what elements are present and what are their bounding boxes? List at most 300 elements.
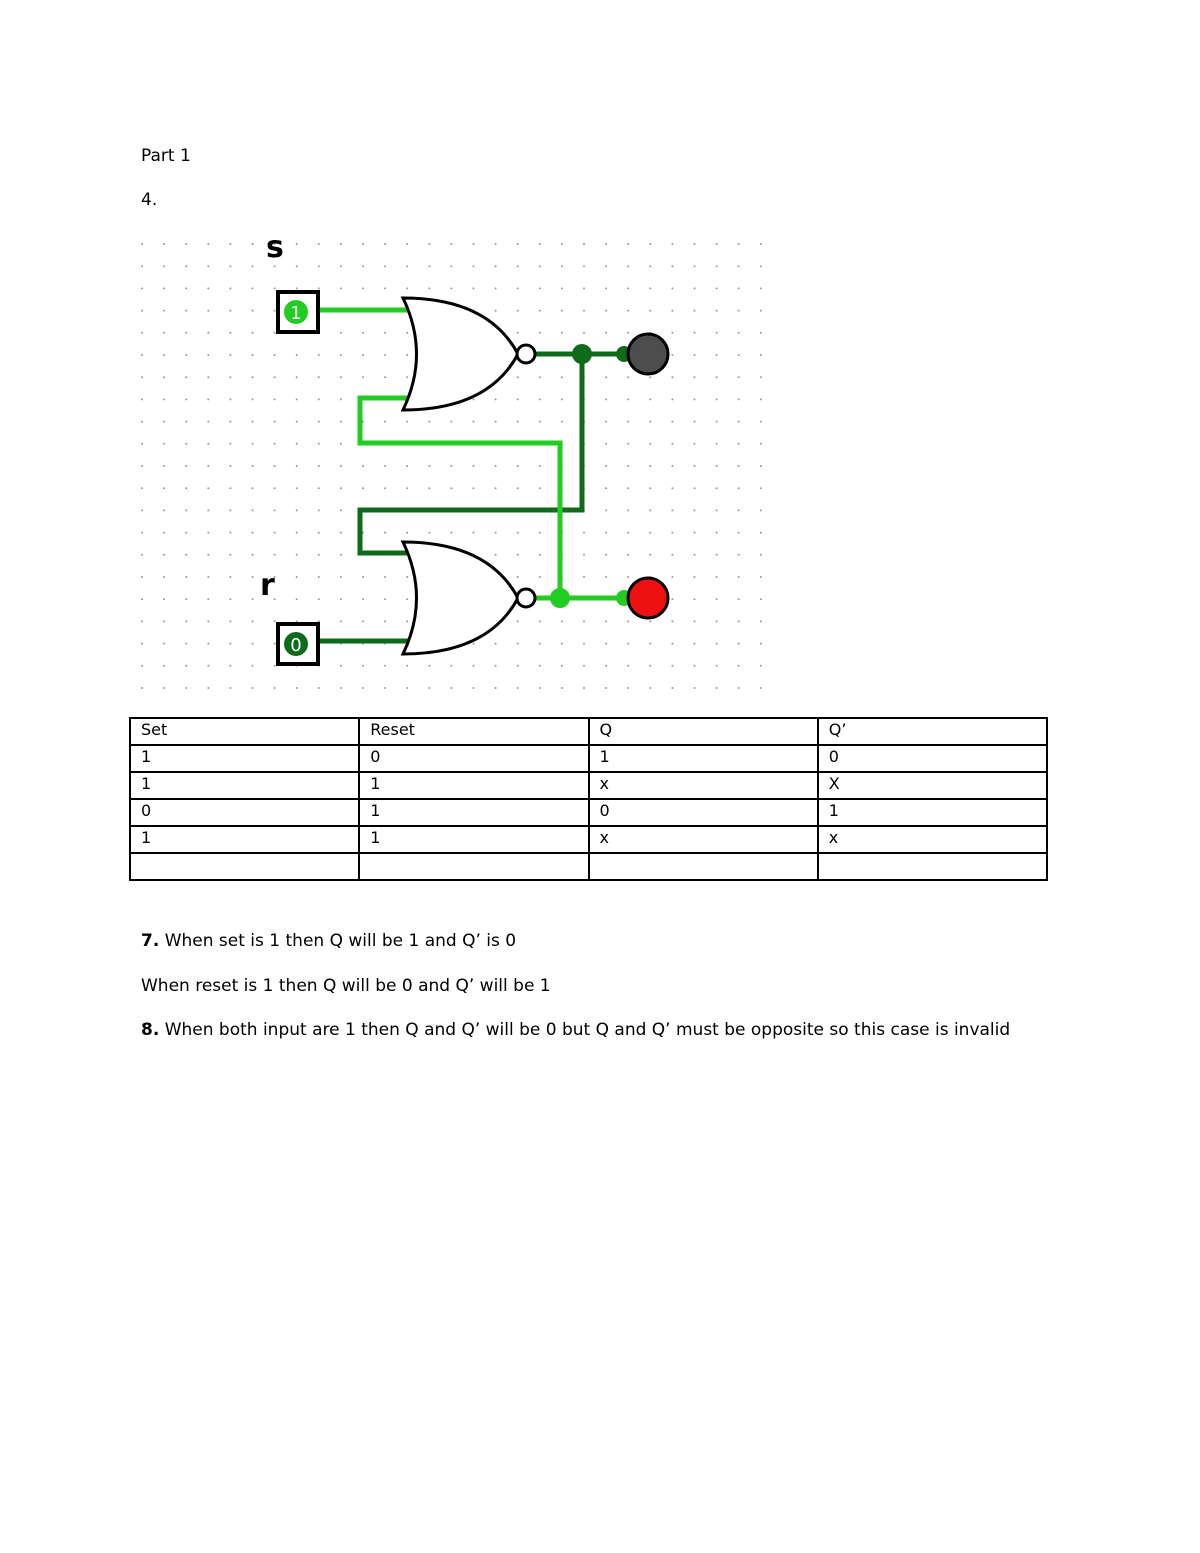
grid-dot [738, 554, 740, 556]
grid-dot [561, 376, 563, 378]
grid-dot [384, 487, 386, 489]
grid-dot [738, 465, 740, 467]
grid-dot [274, 687, 276, 689]
grid-dot [229, 287, 231, 289]
grid-dot [340, 532, 342, 534]
grid-dot [716, 421, 718, 423]
grid-dot [318, 598, 320, 600]
grid-dot [760, 598, 762, 600]
grid-dot [716, 310, 718, 312]
grid-dot [318, 487, 320, 489]
grid-dot [517, 487, 519, 489]
grid-dot [163, 687, 165, 689]
grid-dot [539, 376, 541, 378]
grid-dot [605, 643, 607, 645]
grid-dot [605, 398, 607, 400]
grid-dot [384, 620, 386, 622]
grid-dot [716, 243, 718, 245]
grid-dot [539, 532, 541, 534]
grid-dot [252, 465, 254, 467]
grid-dot [296, 398, 298, 400]
grid-dot [163, 487, 165, 489]
grid-dot [627, 576, 629, 578]
grid-dot [406, 576, 408, 578]
grid-dot [649, 443, 651, 445]
grid-dot [406, 532, 408, 534]
grid-dot [760, 310, 762, 312]
grid-dot [605, 576, 607, 578]
grid-dot [318, 421, 320, 423]
grid-dot [583, 643, 585, 645]
grid-dot [296, 465, 298, 467]
grid-dot [185, 354, 187, 356]
grid-dot [340, 287, 342, 289]
grid-dot [252, 620, 254, 622]
grid-dot [539, 620, 541, 622]
junction-q [572, 344, 592, 364]
grid-dot [495, 465, 497, 467]
grid-dot [340, 687, 342, 689]
table-row [130, 745, 1047, 772]
grid-dot [296, 598, 298, 600]
grid-dot [207, 687, 209, 689]
grid-dot [561, 421, 563, 423]
grid-dot [384, 376, 386, 378]
grid-dot [406, 243, 408, 245]
grid-dot [738, 487, 740, 489]
grid-dot [517, 376, 519, 378]
grid-dot [141, 509, 143, 511]
grid-dot [627, 643, 629, 645]
grid-dot [428, 487, 430, 489]
reset-input-value: 0 [290, 635, 302, 656]
grid-dot [738, 443, 740, 445]
grid-dot [362, 265, 364, 267]
grid-dot [605, 620, 607, 622]
grid-dot [163, 620, 165, 622]
question-4-number: 4. [141, 190, 158, 210]
grid-dot [207, 576, 209, 578]
grid-dot [495, 643, 497, 645]
grid-dot [406, 421, 408, 423]
grid-dot [274, 620, 276, 622]
grid-dot [605, 287, 607, 289]
junction-qbar [550, 588, 570, 608]
grid-dot [406, 332, 408, 334]
grid-dot [605, 465, 607, 467]
table-row [130, 853, 1047, 880]
grid-dot [163, 509, 165, 511]
grid-dot [473, 643, 475, 645]
grid-dot [207, 421, 209, 423]
part-heading: Part 1 [141, 146, 191, 166]
grid-dot [252, 509, 254, 511]
grid-dot [539, 665, 541, 667]
grid-dot [605, 265, 607, 267]
grid-dot [694, 598, 696, 600]
grid-dot [517, 687, 519, 689]
grid-dot [760, 265, 762, 267]
grid-dot [716, 554, 718, 556]
grid-dot [362, 287, 364, 289]
grid-dot [649, 643, 651, 645]
grid-dot [163, 532, 165, 534]
grid-dot [185, 665, 187, 667]
grid-dot [207, 265, 209, 267]
grid-dot [738, 643, 740, 645]
grid-dot [627, 554, 629, 556]
grid-dot [296, 554, 298, 556]
grid-dot [163, 398, 165, 400]
grid-dot [716, 354, 718, 356]
grid-dot [649, 243, 651, 245]
table-cell: x [589, 772, 818, 799]
table-cell [818, 853, 1047, 880]
table-header-cell: Reset [359, 718, 588, 745]
grid-dot [716, 398, 718, 400]
grid-dot [694, 287, 696, 289]
grid-dot [627, 243, 629, 245]
grid-dot [274, 554, 276, 556]
grid-dot [252, 287, 254, 289]
grid-dot [517, 421, 519, 423]
grid-dot [495, 243, 497, 245]
grid-dot [185, 310, 187, 312]
grid-dot [163, 332, 165, 334]
table-cell [589, 853, 818, 880]
grid-dot [340, 265, 342, 267]
grid-dot [539, 643, 541, 645]
grid-dot [627, 310, 629, 312]
grid-dot [406, 687, 408, 689]
set-input-switch [278, 292, 318, 332]
grid-dot [340, 576, 342, 578]
grid-dot [229, 665, 231, 667]
grid-dot [760, 465, 762, 467]
grid-dot [229, 487, 231, 489]
grid-dot [229, 620, 231, 622]
grid-dot [694, 310, 696, 312]
grid-dot [252, 532, 254, 534]
table-cell [359, 853, 588, 880]
grid-dot [141, 532, 143, 534]
grid-dot [649, 465, 651, 467]
grid-dot [627, 398, 629, 400]
grid-dot [296, 354, 298, 356]
grid-dot [384, 243, 386, 245]
grid-dot [252, 332, 254, 334]
grid-dot [694, 487, 696, 489]
grid-dot [649, 487, 651, 489]
grid-dot [428, 287, 430, 289]
grid-dot [428, 665, 430, 667]
grid-dot [495, 398, 497, 400]
grid-dot [384, 687, 386, 689]
grid-dot [760, 243, 762, 245]
grid-dot [185, 554, 187, 556]
grid-dot [539, 287, 541, 289]
grid-dot [561, 265, 563, 267]
grid-dot [340, 665, 342, 667]
grid-dot [406, 598, 408, 600]
grid-dot [163, 354, 165, 356]
grid-dot [671, 376, 673, 378]
grid-dot [141, 265, 143, 267]
grid-dot [671, 487, 673, 489]
grid-dot [207, 243, 209, 245]
grid-dot [495, 421, 497, 423]
grid-dot [252, 243, 254, 245]
grid-dot [163, 443, 165, 445]
grid-dot [450, 265, 452, 267]
grid-dot [671, 465, 673, 467]
grid-dot [561, 665, 563, 667]
table-cell: 1 [359, 799, 588, 826]
grid-dot [649, 665, 651, 667]
grid-dot [671, 554, 673, 556]
answer-7-number: 7. [141, 931, 160, 951]
grid-dot [539, 310, 541, 312]
grid-dot [495, 310, 497, 312]
grid-dot [738, 376, 740, 378]
grid-dot [450, 665, 452, 667]
grid-dot [605, 443, 607, 445]
grid-dot [760, 509, 762, 511]
grid-dot [141, 443, 143, 445]
grid-dot [450, 243, 452, 245]
table-cell: 1 [130, 745, 359, 772]
grid-dot [517, 332, 519, 334]
grid-dot [495, 687, 497, 689]
grid-dot [340, 243, 342, 245]
grid-dot [450, 532, 452, 534]
grid-dot [163, 576, 165, 578]
grid-dot [539, 243, 541, 245]
grid-dot [694, 443, 696, 445]
grid-dot [384, 465, 386, 467]
grid-dot [473, 465, 475, 467]
grid-dot [605, 687, 607, 689]
grid-dot [252, 443, 254, 445]
grid-dot [495, 665, 497, 667]
grid-dot [583, 243, 585, 245]
grid-dot [694, 643, 696, 645]
grid-dot [252, 487, 254, 489]
grid-dot [406, 265, 408, 267]
grid-dot [716, 598, 718, 600]
grid-dot [340, 554, 342, 556]
grid-dot [760, 687, 762, 689]
grid-dot [671, 421, 673, 423]
truth-table [129, 717, 1048, 881]
grid-dot [252, 398, 254, 400]
output-q-lamp [628, 334, 668, 374]
grid-dot [318, 532, 320, 534]
grid-dot [450, 487, 452, 489]
grid-dot [406, 620, 408, 622]
grid-dot [252, 376, 254, 378]
grid-dot [207, 443, 209, 445]
grid-dot [517, 310, 519, 312]
grid-dot [252, 665, 254, 667]
grid-dot [716, 687, 718, 689]
grid-dot [141, 287, 143, 289]
grid-dot [252, 687, 254, 689]
grid-dot [738, 310, 740, 312]
grid-dot [738, 354, 740, 356]
grid-dot [229, 554, 231, 556]
grid-dot [649, 265, 651, 267]
table-cell: 0 [359, 745, 588, 772]
grid-dot [627, 687, 629, 689]
grid-dot [296, 443, 298, 445]
grid-dot [517, 465, 519, 467]
grid-dot [495, 287, 497, 289]
grid-dot [296, 532, 298, 534]
grid-dot [141, 310, 143, 312]
grid-dot [517, 243, 519, 245]
table-row [130, 826, 1047, 853]
table-row [130, 772, 1047, 799]
grid-dot [627, 532, 629, 534]
grid-dot [716, 265, 718, 267]
table-cell [130, 853, 359, 880]
grid-dot [694, 243, 696, 245]
grid-dot [760, 398, 762, 400]
grid-dot [539, 265, 541, 267]
grid-dot [561, 620, 563, 622]
grid-dot [340, 620, 342, 622]
grid-dot [207, 620, 209, 622]
grid-dot [252, 643, 254, 645]
grid-dot [229, 243, 231, 245]
grid-dot [229, 576, 231, 578]
grid-dot [495, 532, 497, 534]
grid-dot [207, 487, 209, 489]
grid-dot [340, 354, 342, 356]
grid-dot [318, 265, 320, 267]
grid-dot [340, 421, 342, 423]
grid-dot [627, 487, 629, 489]
grid-dot [274, 398, 276, 400]
grid-dot [296, 243, 298, 245]
grid-dot [760, 554, 762, 556]
grid-dot [274, 287, 276, 289]
grid-dot [605, 332, 607, 334]
table-cell: 1 [359, 772, 588, 799]
grid-dot [274, 487, 276, 489]
grid-dot [318, 554, 320, 556]
grid-dot [362, 487, 364, 489]
grid-dot [141, 421, 143, 423]
grid-dot [495, 554, 497, 556]
grid-dot [473, 687, 475, 689]
grid-dot [760, 620, 762, 622]
grid-dot [671, 265, 673, 267]
grid-dot [738, 687, 740, 689]
grid-dot [450, 687, 452, 689]
answer-7-line-1: When set is 1 then Q will be 1 and Q’ is 0 [164, 931, 517, 951]
grid-dot [495, 265, 497, 267]
grid-dot [738, 265, 740, 267]
grid-dot [583, 310, 585, 312]
grid-dot [428, 532, 430, 534]
grid-dot [274, 643, 276, 645]
grid-dot [671, 598, 673, 600]
grid-dot [207, 354, 209, 356]
grid-dot [318, 398, 320, 400]
grid-dot [473, 243, 475, 245]
grid-dot [252, 554, 254, 556]
grid-dot [716, 443, 718, 445]
table-cell: x [818, 826, 1047, 853]
output-qbar-lamp [628, 578, 668, 618]
grid-dot [694, 354, 696, 356]
grid-dot [561, 243, 563, 245]
grid-dot [185, 598, 187, 600]
grid-dot [207, 665, 209, 667]
grid-dot [428, 243, 430, 245]
grid-dot [671, 620, 673, 622]
sr-latch-circuit [128, 225, 778, 695]
grid-dot [583, 687, 585, 689]
grid-dot [605, 421, 607, 423]
grid-dot [627, 265, 629, 267]
grid-dot [649, 421, 651, 423]
grid-dot [185, 265, 187, 267]
grid-dot [738, 509, 740, 511]
grid-dot [627, 287, 629, 289]
grid-dot [694, 620, 696, 622]
grid-dot [340, 443, 342, 445]
grid-dot [384, 576, 386, 578]
table-cell: 1 [589, 745, 818, 772]
grid-dot [561, 687, 563, 689]
grid-dot [384, 598, 386, 600]
grid-dot [428, 465, 430, 467]
table-header-cell: Q’ [818, 718, 1047, 745]
grid-dot [229, 265, 231, 267]
grid-dot [141, 643, 143, 645]
grid-dot [694, 376, 696, 378]
grid-dot [539, 554, 541, 556]
grid-dot [473, 421, 475, 423]
grid-dot [760, 332, 762, 334]
grid-dot [649, 687, 651, 689]
grid-dot [274, 265, 276, 267]
grid-dot [163, 465, 165, 467]
grid-dot [605, 243, 607, 245]
grid-dot [428, 265, 430, 267]
grid-dot [738, 332, 740, 334]
grid-dot [185, 687, 187, 689]
grid-dot [694, 398, 696, 400]
grid-dot [517, 576, 519, 578]
grid-dot [517, 665, 519, 667]
grid-dot [671, 243, 673, 245]
grid-dot [473, 487, 475, 489]
grid-dot [406, 487, 408, 489]
grid-dot [694, 687, 696, 689]
grid-dot [163, 665, 165, 667]
table-cell: X [818, 772, 1047, 799]
grid-dot [274, 443, 276, 445]
grid-dot [671, 509, 673, 511]
grid-dot [694, 576, 696, 578]
grid-dot [207, 332, 209, 334]
grid-dot [605, 310, 607, 312]
grid-dot [141, 465, 143, 467]
